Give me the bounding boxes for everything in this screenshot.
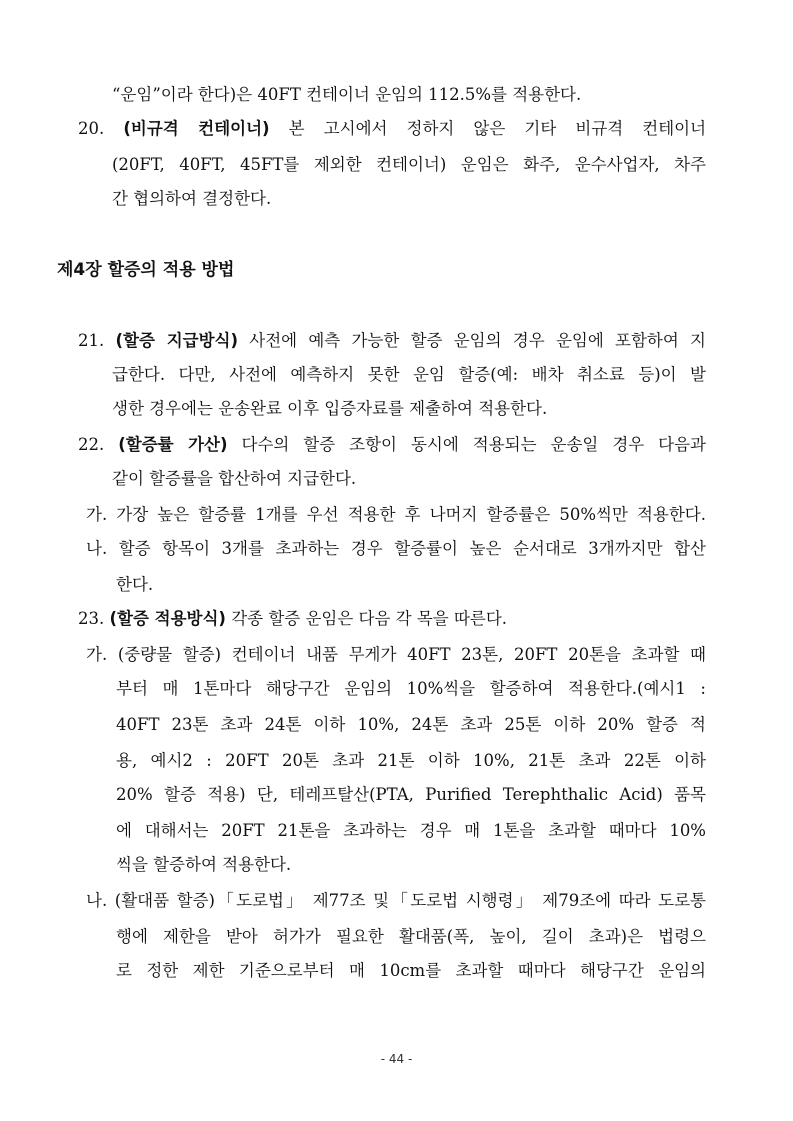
article-23-line-1 bbox=[78, 608, 507, 630]
article-title: (할증 적용방식) bbox=[109, 609, 226, 628]
article-number: 20. bbox=[78, 119, 105, 138]
article-22-line-2: 같이 할증률을 합산하여 지급한다. bbox=[112, 469, 357, 488]
sub-item-text: (중량물 할증) 컨테이너 내품 무게가 40FT 23톤, 20FT 20톤을 초과할 때 bbox=[117, 645, 706, 664]
sub-item-text: 가장 높은 할증률 1개를 우선 적용한 후 나머지 할증률은 50%씩만 적용한다. bbox=[116, 505, 706, 524]
article-21-line-1 bbox=[78, 330, 706, 352]
sub-item-ga bbox=[86, 504, 706, 526]
sub-item-marker: 나. bbox=[86, 539, 108, 558]
article-20-line-2: (20FT, 40FT, 45FT를 제외한 컨테이너) 운임은 화주, 운수사업자, 차주 bbox=[112, 155, 706, 174]
article-20-line-1 bbox=[78, 118, 706, 140]
sub-item-text: 할증 항목이 3개를 초과하는 경우 할증률이 높은 순서대로 3개까지만 합산 bbox=[118, 539, 706, 558]
article-text: 본 고시에서 정하지 않은 기타 비규격 컨테이너 bbox=[269, 119, 707, 138]
sub-item-na bbox=[86, 538, 706, 560]
article-title: (할증률 가산) bbox=[118, 435, 228, 454]
sub-item-na bbox=[86, 890, 706, 912]
sub-item-marker: 가. bbox=[86, 505, 108, 524]
page-number: - 44 - bbox=[380, 1052, 413, 1066]
sub-item-line: 용, 예시2 : 20FT 20톤 초과 21톤 이하 10%, 21톤 초과 22톤 이하 bbox=[116, 751, 706, 770]
article-21-line-3: 생한 경우에는 운송완료 이후 입증자료를 제출하여 적용한다. bbox=[112, 399, 548, 418]
article-text: 각종 할증 운임은 다음 각 목을 따른다. bbox=[225, 609, 508, 628]
paragraph-line: “운임”이라 한다)은 40FT 컨테이너 운임의 112.5%를 적용한다. bbox=[112, 85, 582, 104]
sub-item-line: 씩을 할증하여 적용한다. bbox=[116, 855, 292, 874]
article-text: 사전에 예측 가능한 할증 운임의 경우 운임에 포함하여 지 bbox=[238, 331, 706, 350]
sub-item-ga bbox=[86, 644, 706, 666]
article-text: 다수의 할증 조항이 동시에 적용되는 운송일 경우 다음과 bbox=[227, 435, 706, 454]
sub-item-marker: 가. bbox=[86, 645, 108, 664]
article-number: 23. bbox=[78, 609, 105, 628]
article-number: 21. bbox=[78, 331, 105, 350]
sub-item-line: 부터 매 1톤마다 해당구간 운임의 10%씩을 할증하여 적용한다.(예시1 : bbox=[116, 679, 706, 698]
sub-item-line: 행에 제한을 받아 허가가 필요한 활대품(폭, 높이, 길이 초과)은 법령으 bbox=[116, 927, 706, 946]
article-title: (할증 지급방식) bbox=[115, 331, 238, 350]
article-20-line-3: 간 협의하여 결정한다. bbox=[112, 189, 272, 208]
chapter-heading: 제4장 할증의 적용 방법 bbox=[57, 260, 235, 280]
sub-item-line: 40FT 23톤 초과 24톤 이하 10%, 24톤 초과 25톤 이하 20% 할증 적 bbox=[116, 715, 706, 734]
sub-item-line: 로 정한 제한 기준으로부터 매 10cm를 초과할 때마다 해당구간 운임의 bbox=[116, 961, 706, 980]
sub-item-text: (활대품 할증)「도로법」 제77조 및「도로법 시행령」 제79조에 따라 도로통 bbox=[114, 891, 706, 910]
article-21-line-2: 급한다. 다만, 사전에 예측하지 못한 운임 할증(예: 배차 취소료 등)이 발 bbox=[112, 365, 706, 384]
article-22-line-1 bbox=[78, 434, 706, 456]
sub-item-line: 에 대해서는 20FT 21톤을 초과하는 경우 매 1톤을 초과할 때마다 10% bbox=[116, 821, 706, 840]
article-title: (비규격 컨테이너) bbox=[123, 119, 270, 138]
article-number: 22. bbox=[78, 435, 105, 454]
sub-item-line: 20% 할증 적용) 단, 테레프탈산(PTA, Purified Terephthalic Acid) 품목 bbox=[116, 785, 706, 804]
sub-item-na-line-2: 한다. bbox=[116, 575, 154, 594]
sub-item-marker: 나. bbox=[86, 891, 108, 910]
